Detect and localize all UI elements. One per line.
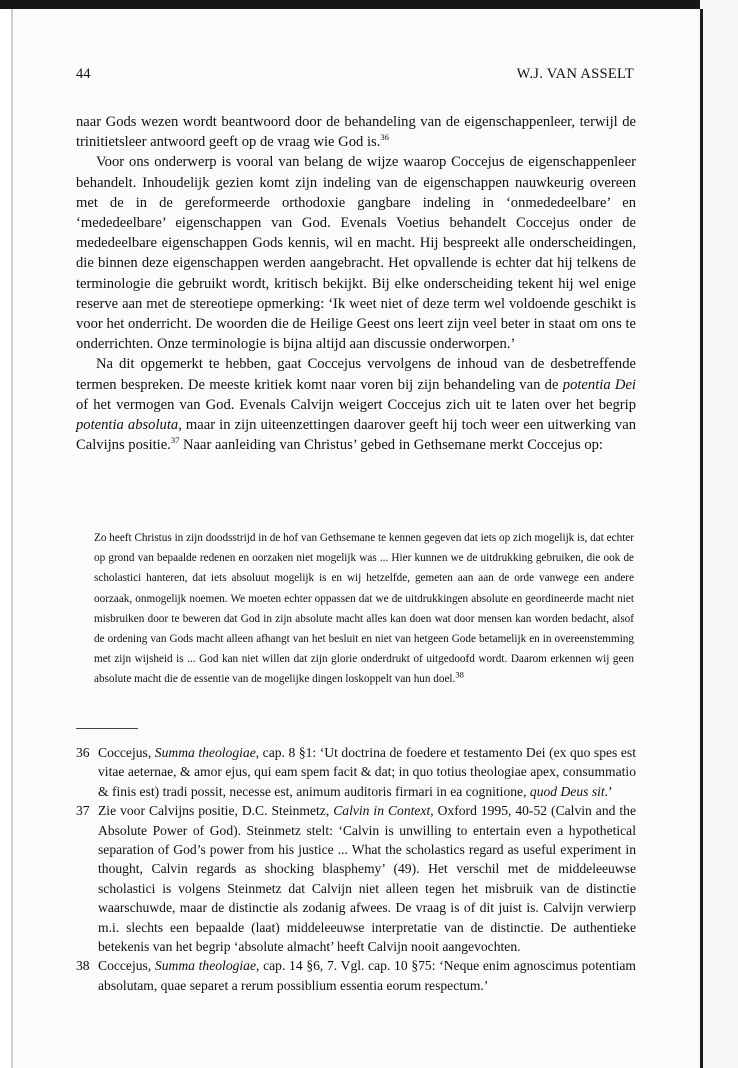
paragraph-2-text: Voor ons onderwerp is vooral van belang de wijze waarop Coccejus de eigenschappenleer behandelt. Inhoudelijk gezien komt zijn indeling van de eigenschappen nauwkeurig overeen met de in de gereformeerde orthodoxie gangbare indeling in ‘onmededeelbare’ en ‘mededeelbare’ eigenschappen van God. Evenals Voetius behandelt Coccejus onder de mededeelbare eigenschappen Gods kennis, wil en macht. Hij bespreekt alle onderscheidingen, die binnen deze eigenschappen werden aangebracht. Het opvallende is echter dat hij telkens de terminologie die gebruikt wordt, kritisch bekijkt. Bij elke onderscheiding tekent hij wel enige reserve aan met de stereotiepe opmerking: ‘Ik weet niet of deze term wel voldoende geschikt is voor het onderricht. De woorden die de Heilige Geest ons leert zijn veel beter in staat om ons te onderrichten. Onze terminologie is bijna altijd aan discussie onderworpen.’ [76, 154, 636, 353]
running-head [76, 66, 634, 86]
footnote-36-text-a: Coccejus, [98, 745, 155, 760]
running-author: W.J. VAN ASSELT [516, 66, 634, 82]
note-ref-36: 36 [380, 132, 389, 143]
footnote-36 [76, 743, 636, 801]
paragraph-1-text: naar Gods wezen wordt beantwoord door de behandeling van de eigenschappenleer, terwijl de trinitietsleer antwoord geeft op de vraag wie God is. [76, 114, 636, 151]
block-quote-paragraph [94, 528, 634, 690]
footnote-38 [76, 956, 636, 995]
term-potentia-dei: potentia Dei [562, 376, 636, 393]
footnote-37-text-b: , Oxford 1995, 40-52 (Calvin and the Absolute Power of God). Steinmetz stelt: ‘Calvin is unwilling to entertain even a hypothetical separation of God’s power from his justice ... What the scholastics regard as useful experiment in thought, Calvin regards as shocking blasphemy’ (49). Het verschil met de middeleeuwse scholastici is volgens Steinmetz dat Calvijn niet alleen tegen het misbruik van de distinctie waarschuwde, maar de distinctie als zodanig afwees. De vraag is of dit juist is. Calvijn verwierp m.i. slechts een bepaalde (laat) middeleeuwse interpretatie van de distinctie. De authentieke betekenis van het begrip ‘absolute almacht’ heeft Calvijn nooit aangevochten. [98, 803, 636, 955]
footnote-38-text-b: , cap. 14 §6, 7. Vgl. cap. 10 §75: ‘Neque enim agnoscimus potentiam absolutam, quae separet a rerum possiblium essentia eorum respectum.’ [98, 958, 636, 993]
scan-right-edge [700, 9, 703, 1068]
note-ref-38: 38 [455, 669, 464, 680]
scan-left-edge [11, 9, 13, 1068]
footnote-38-number: 38 [76, 958, 90, 974]
block-quote-text: Zo heeft Christus in zijn doodsstrijd in de hof van Gethsemane te kennen gegeven dat iets op zich mogelijk is, dat echter op grond van bepaalde redenen en oorzaken niet mogelijk was ... Hier kunnen we de uitdrukking gebruiken, die ook de scholastici hanteren, dat iets absoluut mogelijk is en wij hetzelfde, gemeten aan aan de orde vanwege een andere oorzaak, onmogelijk noemen. We moeten echter oppassen dat we de uitdrukkingen absolute en geordineerde macht niet misbruiken door te beweren dat God in zijn absolute macht alles kan doen wat door mensen kan worden bedacht, alsof de ordening van Gods macht alleen afhangt van het besluit en niet van hetgeen Gode betamelijk en in overeenstemming met zijn wijsheid is ... God kan niet willen dat zijn glorie onderdrukt of uitgedoofd wordt. Daarom erkennen wij geen absolute macht die de essentie van de mogelijke dingen loskoppelt van hun doel. [94, 532, 634, 686]
footnote-divider [76, 728, 138, 729]
note-ref-37: 37 [170, 435, 180, 446]
page-number: 44 [76, 66, 91, 82]
footnote-37-number: 37 [76, 803, 90, 819]
footnote-38-text-a: Coccejus, [98, 958, 155, 974]
paragraph-3-text-d: Naar aanleiding van Christus’ gebed in Gethsemane merkt Coccejus op: [179, 437, 603, 454]
footnotes [76, 743, 636, 995]
footnote-36-text-c: .’ [604, 783, 613, 799]
paragraph-3 [76, 354, 636, 455]
block-quote [94, 528, 634, 690]
body-text [76, 112, 636, 455]
scan-right-margin [700, 0, 738, 1068]
paragraph-3-text-c: , maar in zijn uiteenzettingen daarover geeft hij toch weer een uitwerking van Calvijns positie. [76, 417, 636, 454]
footnote-37 [76, 801, 636, 956]
paragraph-2 [76, 152, 636, 354]
footnote-36-phrase: quod Deus sit [529, 783, 605, 799]
footnote-37-title: Calvin in Context [333, 803, 431, 819]
footnote-38-title: Summa theologiae [154, 958, 257, 974]
footnote-37-text-a: Zie voor Calvijns positie, D.C. Steinmetz, [98, 803, 334, 819]
term-potentia-absoluta: potentia absoluta [76, 417, 179, 434]
scan-top-border [0, 0, 738, 9]
paragraph-3-text-a: Na dit opgemerkt te hebben, gaat Coccejus vervolgens de inhoud van de desbetreffende termen bespreken. De meeste kritiek komt naar voren bij zijn behandeling van de [76, 356, 636, 393]
paragraph-1 [76, 112, 636, 152]
footnote-36-number: 36 [76, 745, 90, 760]
footnote-36-text-b: , cap. 8 §1: ‘Ut doctrina de foedere et testamento Dei (ex quo spes est vitae aeternae, & amor ejus, qui eam spem facit & dat; in quo totius theologiae apex, consummatio & finis est) tradi possit, necesse est, animum auditoris firmari in ea cognitione, [98, 745, 636, 799]
paragraph-3-text-b: of het vermogen van God. Evenals Calvijn weigert Coccejus zich uit te laten over het begrip [76, 396, 636, 413]
footnote-36-title: Summa theologiae [154, 745, 256, 760]
